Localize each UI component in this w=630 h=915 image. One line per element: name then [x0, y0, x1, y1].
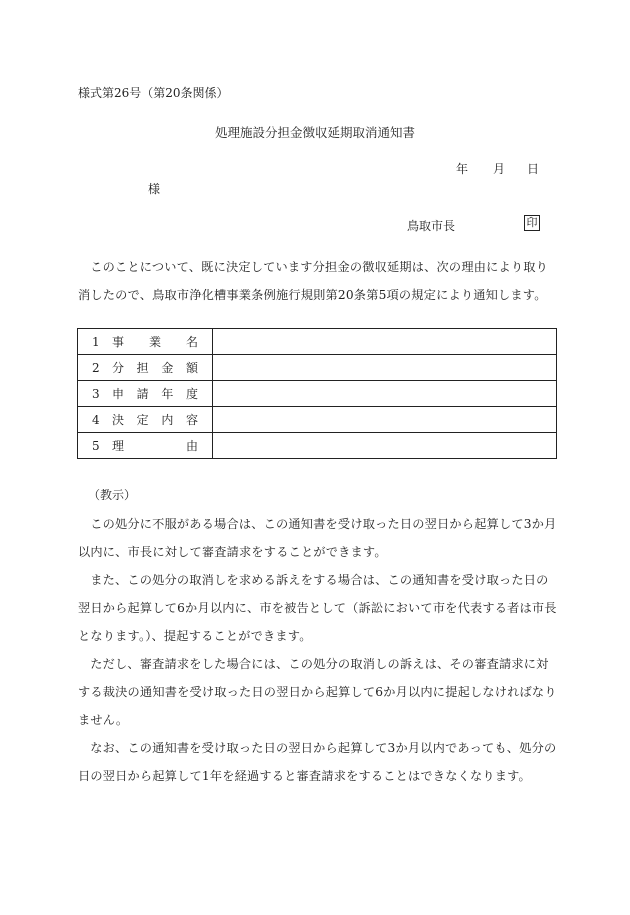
table-row	[78, 381, 557, 407]
notice-paragraph: また、この処分の取消しを求める訴えをする場合は、この通知書を受け取った日の翌日から起算して6か月以内に、市を被告として（訴訟において市を代表する者は市長となります。）、提起することができます。	[78, 573, 557, 643]
row-value-cell[interactable]	[213, 329, 557, 355]
row-label: 申請年度	[112, 387, 198, 401]
intro-paragraph: このことについて、既に決定しています分担金の徴収延期は、次の理由により取り消したので、鳥取市浄化槽事業条例施行規則第20条第5項の規定により通知します。	[78, 260, 549, 302]
table-row	[78, 329, 557, 355]
notice-paragraph: この処分に不服がある場合は、この通知書を受け取った日の翌日から起算して3か月以内に、市長に対して審査請求をすることができます。	[78, 517, 557, 559]
row-label-cell	[78, 329, 213, 355]
table-row	[78, 355, 557, 381]
table-row	[78, 433, 557, 459]
row-value-cell[interactable]	[213, 433, 557, 459]
date-day-label: 日	[527, 162, 540, 176]
row-label-cell	[78, 433, 213, 459]
date-month-label: 月	[493, 162, 506, 176]
notice-paragraph: なお、この通知書を受け取った日の翌日から起算して3か月以内であっても、処分の日の翌日から起算して1年を経過すると審査請求をすることはできなくなります。	[78, 741, 557, 783]
date-year-label: 年	[456, 162, 469, 176]
notice-body	[78, 510, 558, 790]
row-label: 理由	[112, 439, 198, 453]
row-value-cell[interactable]	[213, 381, 557, 407]
row-label-cell	[78, 407, 213, 433]
row-number: 3	[92, 386, 100, 401]
table-row	[78, 407, 557, 433]
notice-paragraph: ただし、審査請求をした場合には、この処分の取消しの訴えは、その審査請求に対する裁決の通知書を受け取った日の翌日から起算して6か月以内に提起しなければなりません。	[78, 657, 557, 727]
row-number: 2	[92, 360, 100, 375]
info-table	[77, 328, 557, 459]
document-title: 処理施設分担金徴収延期取消通知書	[214, 125, 415, 140]
row-value-cell[interactable]	[213, 407, 557, 433]
row-value-cell[interactable]	[213, 355, 557, 381]
row-label: 決定内容	[112, 413, 198, 427]
row-label: 事業名	[112, 335, 198, 349]
row-label: 分担金額	[112, 361, 198, 375]
notice-heading: （教示）	[88, 488, 137, 502]
form-number: 様式第26号（第20条関係）	[78, 86, 229, 100]
row-label-cell	[78, 355, 213, 381]
seal-mark-icon: 印	[524, 215, 540, 231]
row-number: 5	[92, 438, 100, 453]
recipient-honorific: 様	[148, 182, 161, 196]
row-label-cell	[78, 381, 213, 407]
row-number: 4	[92, 412, 100, 427]
row-number: 1	[92, 334, 100, 349]
sender-title: 鳥取市長	[407, 219, 456, 233]
